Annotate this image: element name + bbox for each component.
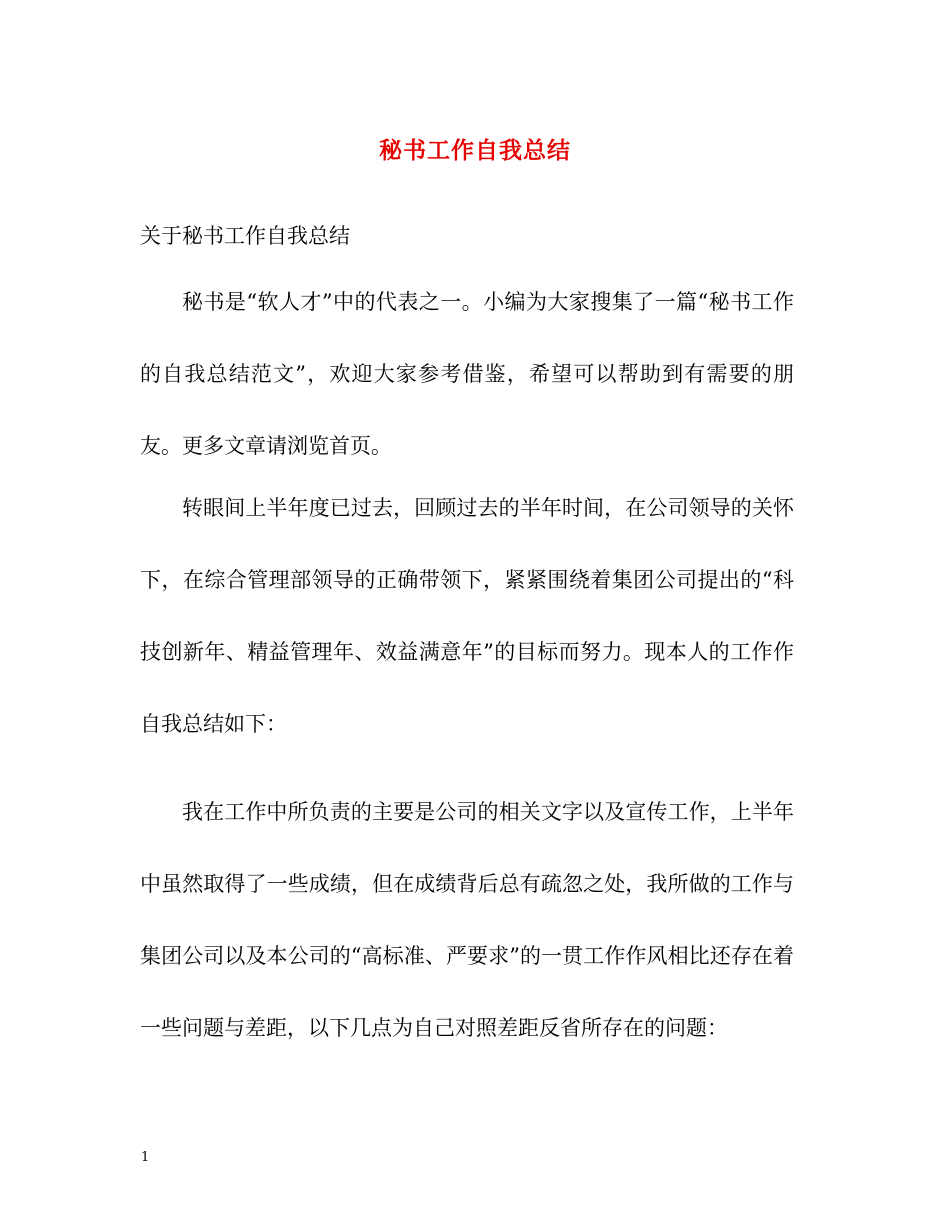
paragraph-intro: 秘书是“软人才”中的代表之一。小编为大家搜集了一篇“秘书工作的自我总结范文”，欢迎大家参考借鉴，希望可以帮助到有需要的朋友。更多文章请浏览首页。: [140, 290, 794, 458]
paragraph-problems: 我在工作中所负责的主要是公司的相关文字以及宣传工作，上半年中虽然取得了一些成绩，但在成绩背后总有疏忽之处，我所做的工作与集团公司以及本公司的“高标准、严要求”的一贯工作作风相比还存在着一些问题与差距，以下几点为自己对照差距反省所存在的问题：: [140, 800, 794, 1040]
paragraph-review: 转眼间上半年度已过去，回顾过去的半年时间，在公司领导的关怀下，在综合管理部领导的正确带领下，紧紧围绕着集团公司提出的“科技创新年、精益管理年、效益满意年”的目标而努力。现本人的工作作自我总结如下：: [140, 496, 794, 736]
page-number: 1: [141, 1150, 150, 1165]
document-title: 秘书工作自我总结: [379, 137, 571, 164]
document-subtitle: 关于秘书工作自我总结: [140, 224, 350, 248]
